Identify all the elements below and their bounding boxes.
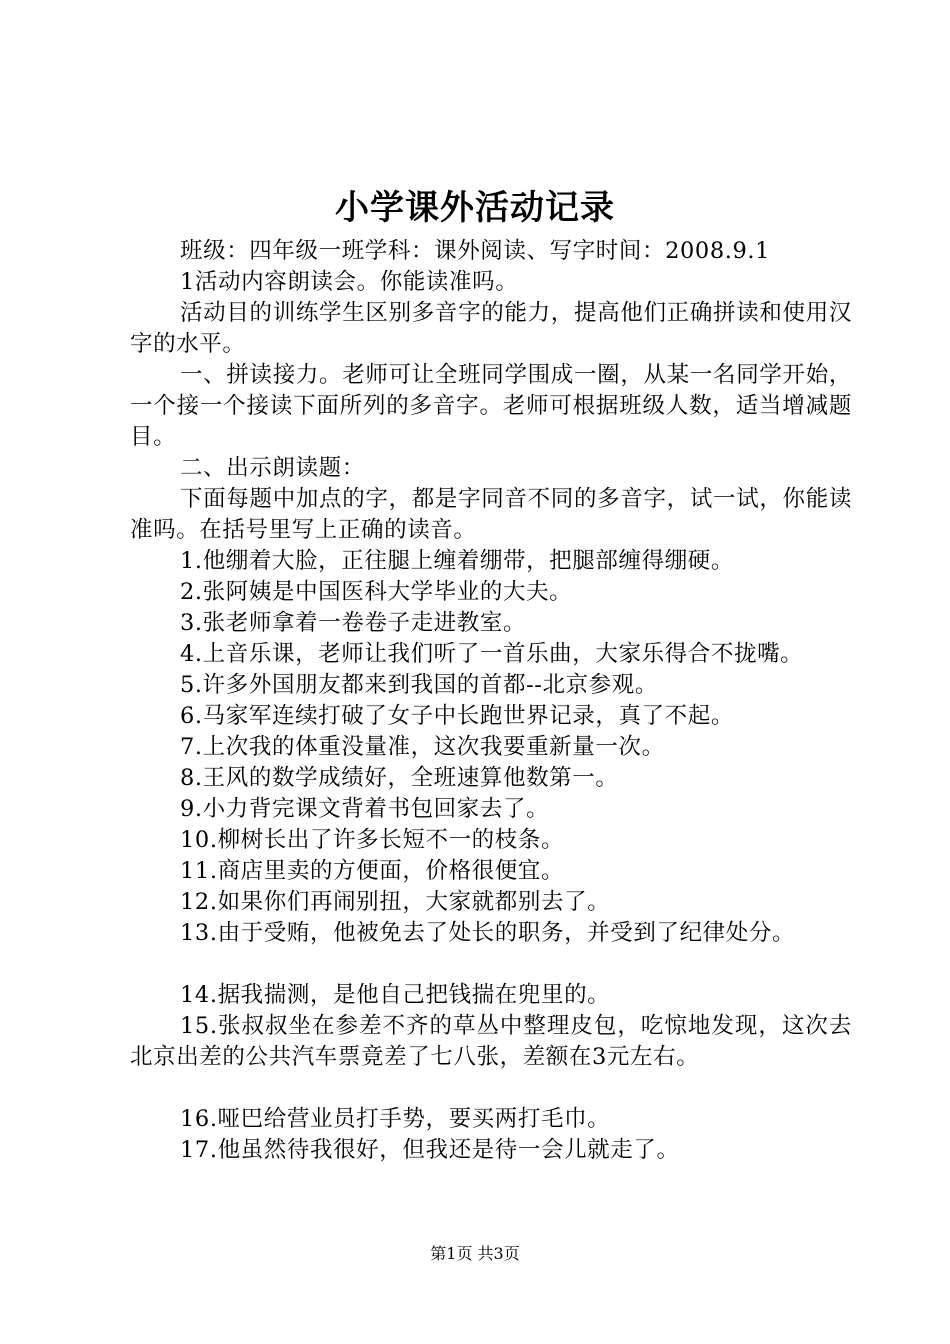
exercise-item: 13.由于受贿，他被免去了处长的职务，并受到了纪律处分。: [180, 920, 796, 946]
class-info-line: 班级：四年级一班学科：课外阅读、写字时间：2008.9.1: [180, 238, 771, 264]
blank-line: [130, 1073, 852, 1104]
exercise-item: 4.上音乐课，老师让我们听了一首乐曲，大家乐得合不拢嘴。: [180, 641, 804, 667]
exercise-item: 16.哑巴给营业员打手势，要买两打毛巾。: [180, 1106, 611, 1132]
document-body: [130, 236, 852, 1166]
document-title: 小学课外活动记录: [335, 188, 615, 228]
exercise-item: 2.张阿姨是中国医科大学毕业的大夫。: [180, 579, 573, 605]
exercise-item: 3.张老师拿着一卷卷子走进教室。: [180, 610, 527, 636]
exercise-item: 9.小力背完课文背着书包回家去了。: [180, 796, 550, 822]
exercise-item: 11.商店里卖的方便面，价格很便宜。: [180, 858, 565, 884]
blank-line: [130, 949, 852, 980]
exercise-item: 12.如果你们再闹别扭，大家就都别去了。: [180, 889, 611, 915]
activity-goal: 活动目的训练学生区别多音字的能力，提高他们正确拼读和使用汉字的水平。: [130, 300, 852, 357]
exercise-item: 8.王风的数学成绩好，全班速算他数第一。: [180, 765, 619, 791]
exercise-item: 14.据我揣测，是他自己把钱揣在兜里的。: [180, 982, 611, 1008]
exercise-item: 7.上次我的体重没量准，这次我要重新量一次。: [180, 734, 665, 760]
section-two-heading: 二、出示朗读题：: [180, 455, 365, 481]
exercise-item: 1.他绷着大脸，正往腿上缠着绷带，把腿部缠得绷硬。: [180, 548, 734, 574]
exercise-item: 17.他虽然待我很好，但我还是待一会儿就走了。: [180, 1137, 680, 1163]
exercise-item: 5.许多外国朋友都来到我国的首都--北京参观。: [180, 672, 658, 698]
exercise-item: 10.柳树长出了许多长短不一的枝条。: [180, 827, 565, 853]
exercise-item: 6.马家军连续打破了女子中长跑世界记录，真了不起。: [180, 703, 734, 729]
activity-content: 1活动内容朗读会。你能读准吗。: [180, 269, 519, 295]
exercise-item: 15.张叔叔坐在参差不齐的草丛中整理皮包，吃惊地发现，这次去北京出差的公共汽车票竟差了七八张，差额在3元左右。: [130, 1013, 852, 1070]
page-number-footer: 第1页 共3页: [430, 1244, 520, 1263]
section-one: 一、拼读接力。老师可让全班同学围成一圈，从某一名同学开始，一个接一个接读下面所列的多音字。老师可根据班级人数，适当增减题目。: [130, 362, 852, 450]
instructions: 下面每题中加点的字，都是字同音不同的多音字，试一试，你能读准吗。在括号里写上正确的读音。: [130, 486, 852, 543]
